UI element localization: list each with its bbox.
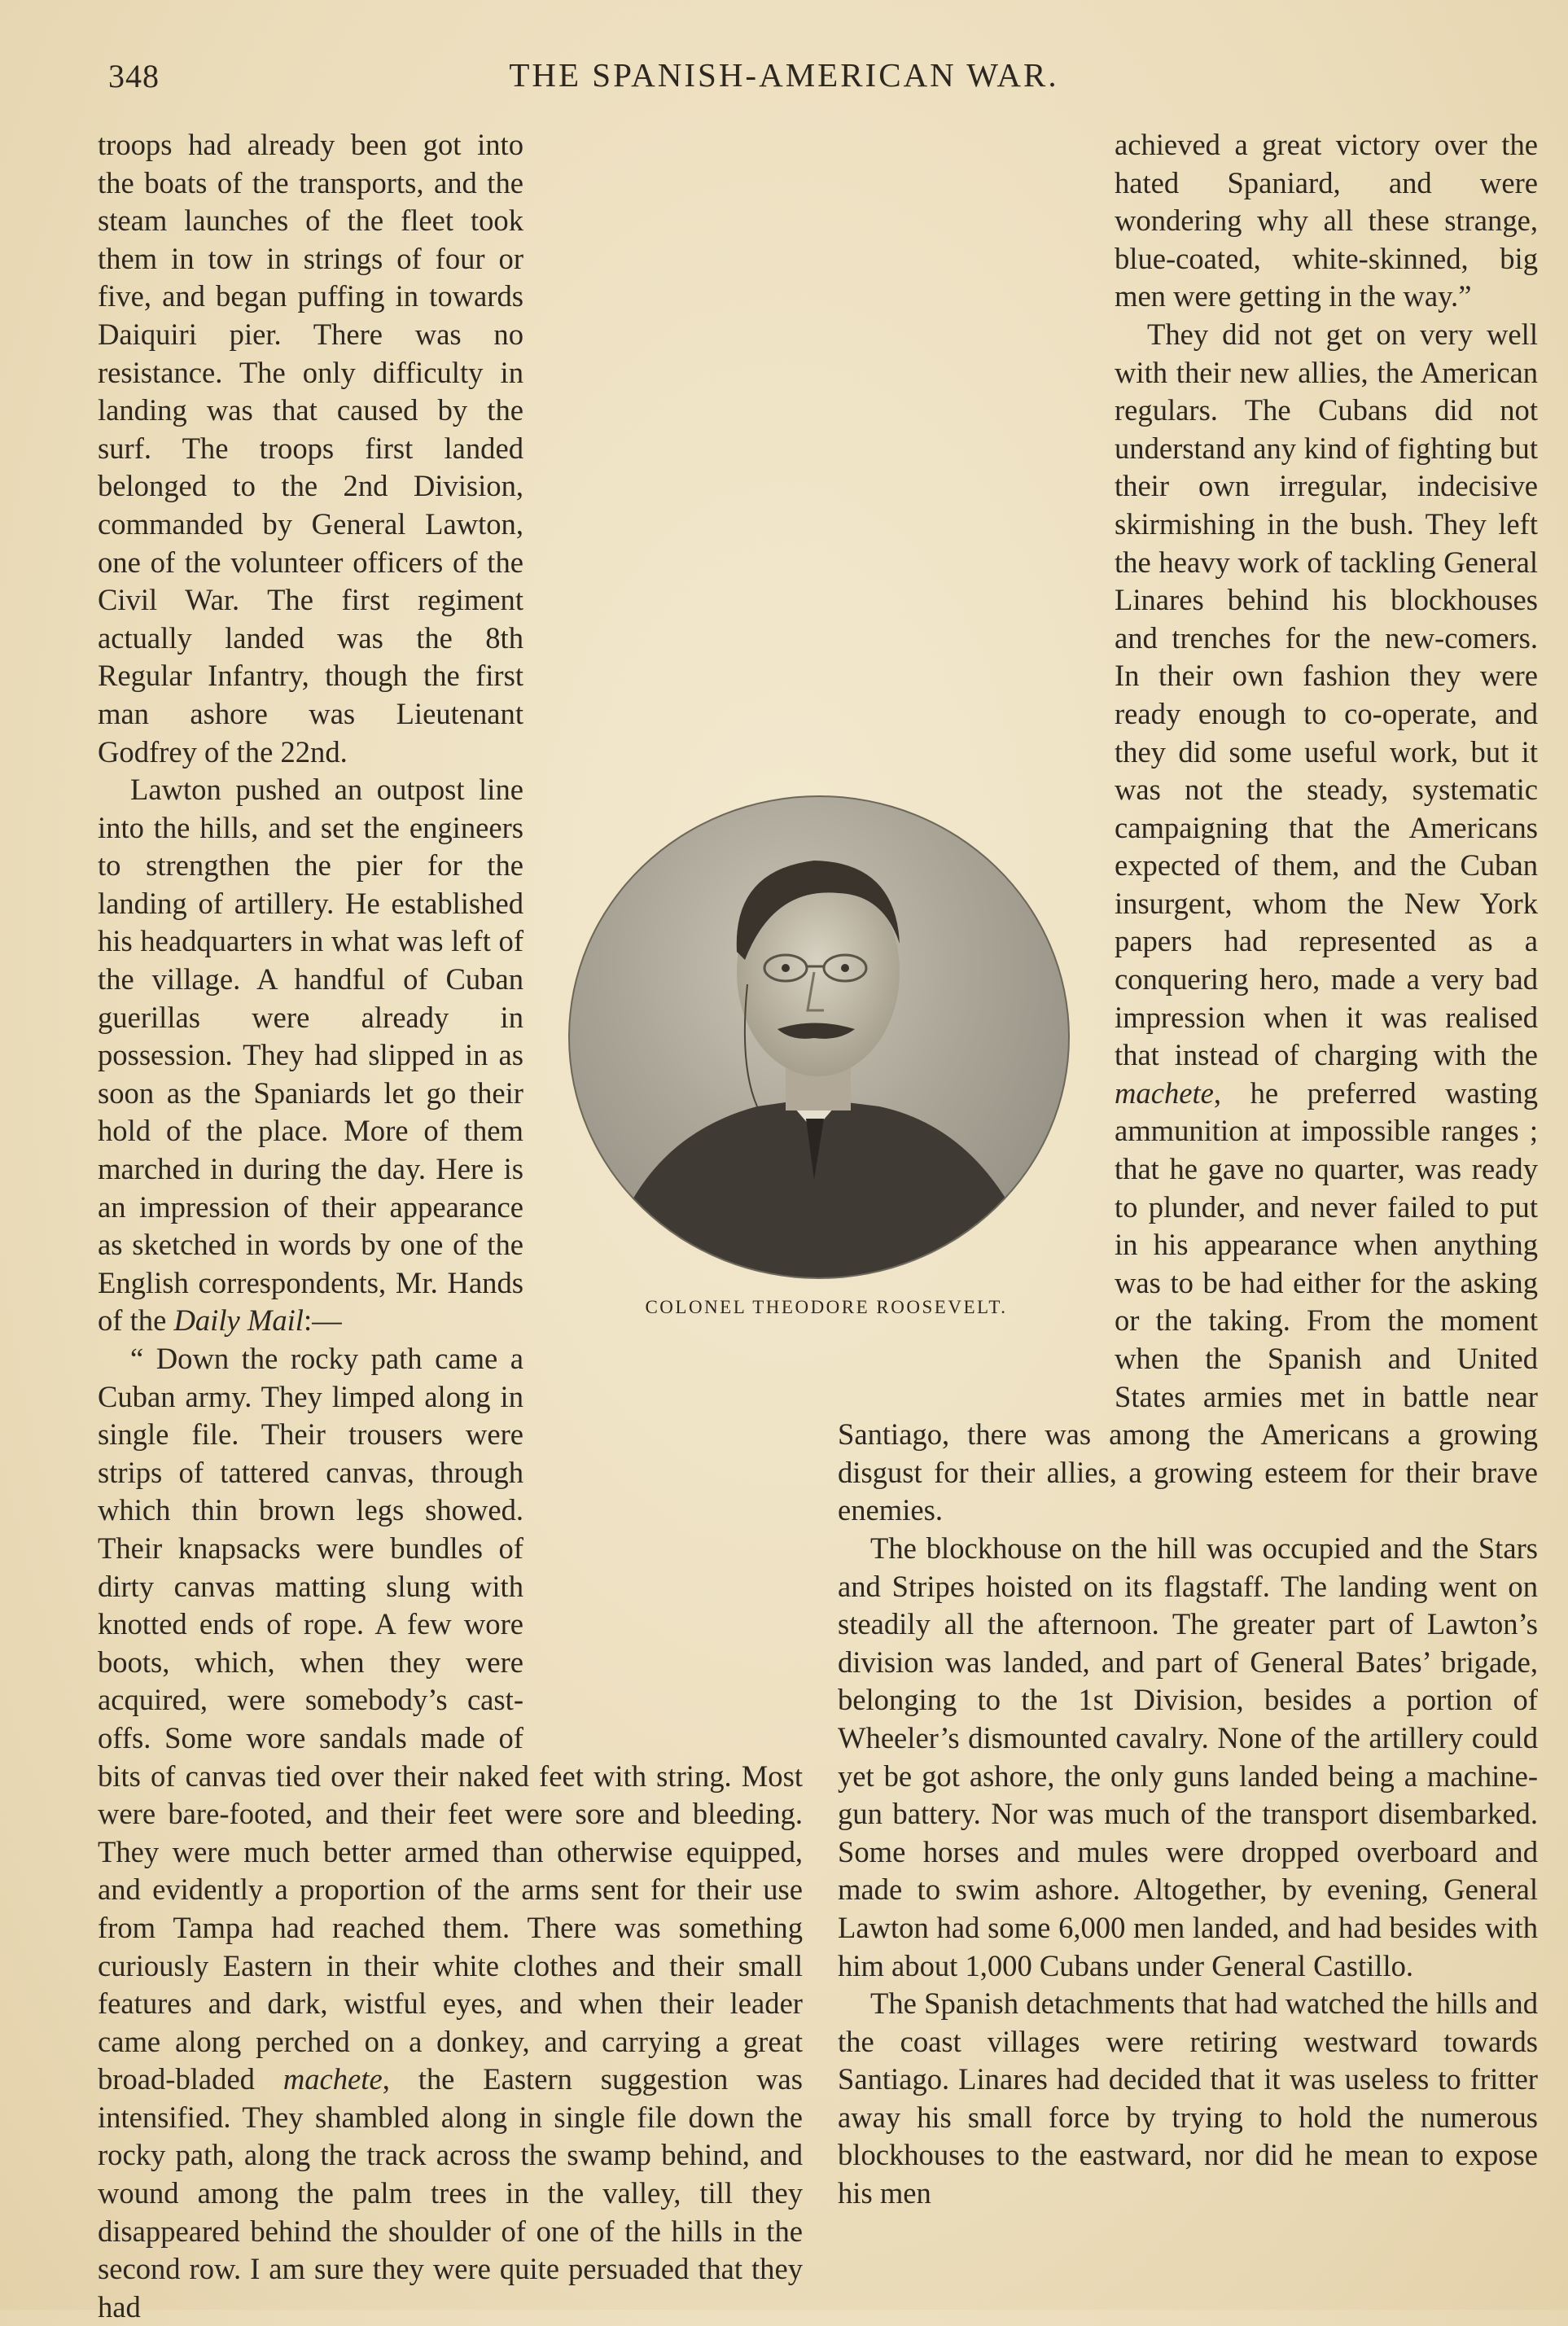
left-paragraph-2-text: Lawton pushed an outpost line into the hills, and set the engineers to strengthen the pier for the landing of artillery. He established his headquarters in what was left of the village. A handful of Cuban guerillas were already in possession. They had slipped in as soon as the Spaniards let go their hold of the place. More of them marched in during the day. Here is an impression of their appearance as sketched in words by one of the English correspondents, Mr. Hands of the — [98, 773, 523, 1338]
left-paragraph-1: troops had already been got into the boats of the transports, and the steam launches of the fleet took them in tow in strings of four or five, and began puffing in towards Daiquiri pier. There was no resistance. The only difficulty in landing was that caused by the surf. The troops first landed belonged to the 2nd Division, commanded by General Lawton, one of the volunteer officers of the Civil War. The first regiment actually landed was the 8th Regular Infantry, though the first man ashore was Lieutenant Godfrey of the 22nd. — [98, 128, 523, 769]
quote-text: “ Down the rocky path came a Cuban army. They limped along in single file. Their trousers were strips of tattered canvas, through which thin brown legs showed. Their knapsacks were bundles of dirty canvas matting slung with knotted ends of rope. A few wore boots, which, when they were acquired, were somebody’s cast-offs. Some wore sandals made of bits of canvas tied over their naked feet with string. Most were bare-footed, and their feet were sore and bleeding. They were much better armed than otherwise equipped, and evidently a proportion of the arms sent for their use from Tampa had reached them. There was something curiously Eastern in their white clothes and their small features and dark, wistful eyes, and when their leader came along perched on a donkey, and carrying a great broad-bladed — [98, 1342, 803, 2096]
portrait-caption: COLONEL THEODORE ROOSEVELT. — [645, 1297, 1008, 1317]
quote-text-end: , the Eastern suggestion was intensified. They shambled along in single file down the rocky path, along the track across the swamp behind, and wound among the palm trees in the valley, till they disappeared behind the shoulder of one of the hills in the second row. I am sure they were quite persuaded that they had — [98, 2062, 803, 2324]
right-paragraph-2-text: They did not get on very well with their new allies, the American regulars. The Cubans did not understand any kind of fighting but their own irregular, indecisive skirmishing in the bush. They left the heavy work of tackling General Linares behind his blockhouses and trenches for the new-comers. In their own fashion they were ready enough to co-operate, and they did some useful work, but it was not the steady, systematic campaigning that the Americans expected of them, and the Cuban insurgent, whom the New York papers had represented as a conquering hero, made a very bad impression when it was realised that instead of charging with the — [1115, 317, 1538, 1072]
right-paragraph-3: The blockhouse on the hill was occupied and the Stars and Stripes hoisted on its flagstaff. The landing went on steadily all the afternoon. The greater part of Lawton’s division was landed, and part of General Bates’ brigade, belonging to the 1st Division, besides a portion of Wheeler’s dismounted cavalry. None of the artillery could yet be got ashore, the only guns landed being a machine-gun battery. Nor was much of the transport disembarked. Some horses and mules were dropped overboard and made to swim ashore. Altogether, by evening, General Lawton had some 6,000 men landed, and had besides with him about 1,000 Cubans under General Castillo. — [838, 1531, 1538, 1982]
running-title: THE SPANISH-AMERICAN WAR. — [509, 56, 1059, 94]
machete-word-right: machete — [1115, 1075, 1214, 1110]
left-paragraph-2-end: :— — [303, 1303, 342, 1338]
right-paragraph-1: achieved a great victory over the hated Spaniard, and were wondering why all these strange, blue-coated, white-skinned, big men were getting in the way.” — [1115, 128, 1538, 313]
newspaper-title: Daily Mail — [173, 1303, 304, 1338]
right-paragraph-4: The Spanish detachments that had watched the hills and the coast villages were retiring westward towards Santiago. Linares had decided that it was useless to fritter away his small force by trying to hold the numerous blockhouses to the eastward, nor did he mean to expose his men — [838, 1987, 1538, 2210]
machete-word: machete — [283, 2062, 383, 2096]
page-number: 348 — [108, 58, 160, 94]
right-paragraph-2-end: , he preferred wasting ammunition at impossible ranges ; that he gave no quarter, was ready to plunder, and never failed to put in his appearance when anything was to be had either for the asking or the taking. From the moment when the Spanish and United States armies met in battle near Santiago, there was among the Americans a growing disgust for their allies, a growing esteem for their brave enemies. — [838, 1075, 1538, 1527]
portrait-illustration — [570, 797, 1068, 1277]
portrait-image — [568, 795, 1070, 1279]
portrait-figure — [562, 786, 1091, 1323]
